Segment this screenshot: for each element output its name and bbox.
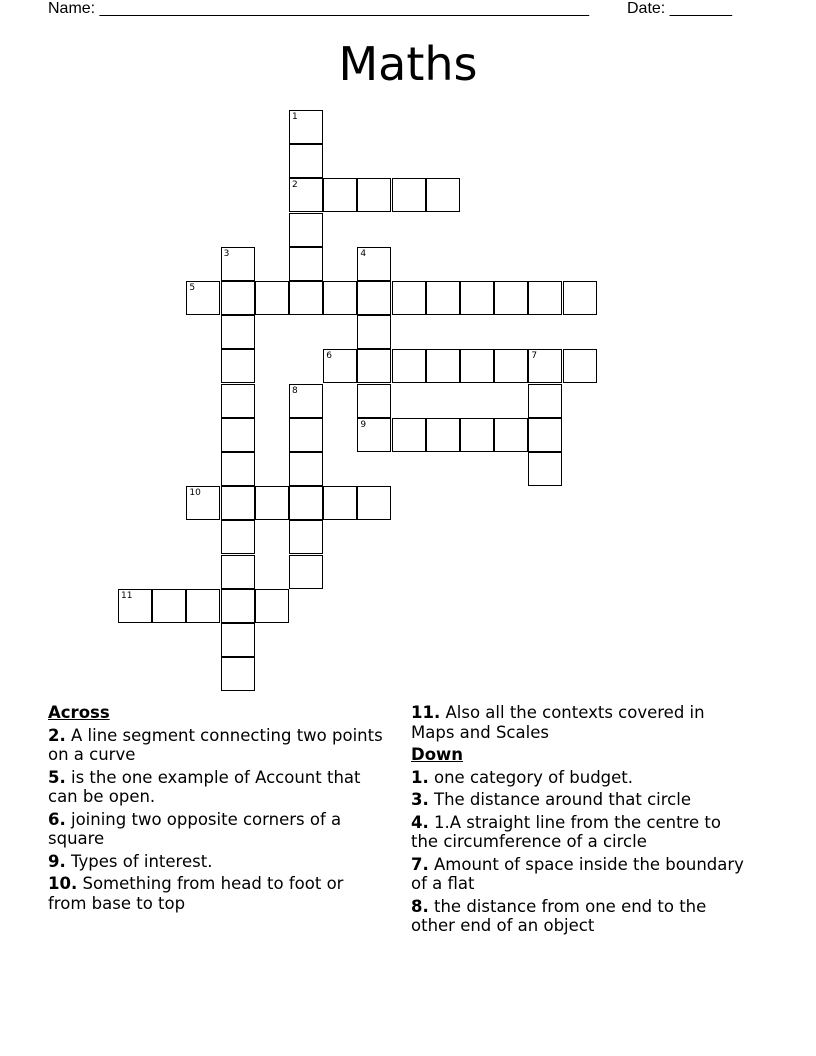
- clue-down-4: 4. 1.A straight line from the centre to the circumference of a circle: [411, 812, 721, 851]
- clue-across-10: 10. Something from head to foot or from base to top: [48, 874, 344, 913]
- clue-number: 3: [223, 248, 230, 259]
- clue-number: 1: [292, 112, 298, 122]
- grid-cell[interactable]: [221, 315, 255, 349]
- grid-cell[interactable]: [118, 589, 152, 623]
- page-title: Maths: [338, 37, 478, 91]
- grid-cell[interactable]: [221, 657, 255, 691]
- grid-cell[interactable]: [289, 144, 323, 178]
- grid-cell[interactable]: [221, 623, 255, 657]
- clue-down-3: 3. The distance around that circle: [411, 790, 691, 809]
- grid-cell[interactable]: [426, 178, 460, 212]
- grid-cell[interactable]: [255, 281, 289, 315]
- grid-cell[interactable]: [186, 589, 220, 623]
- grid-cell[interactable]: [186, 486, 220, 520]
- clue-number: 6: [326, 351, 332, 362]
- grid-cell[interactable]: [221, 589, 255, 623]
- grid-cell[interactable]: [426, 349, 460, 383]
- clue-number: 10: [189, 488, 201, 499]
- clue-across-2: 2. A line segment connecting two points on a curve: [48, 725, 383, 764]
- grid-cell[interactable]: [221, 247, 255, 281]
- grid-cell[interactable]: [289, 520, 323, 554]
- grid-cell[interactable]: [323, 486, 357, 520]
- grid-cell[interactable]: [289, 247, 323, 281]
- grid-cell[interactable]: [357, 281, 391, 315]
- grid-cell[interactable]: [323, 281, 357, 315]
- clue-across-5: 5. is the one example of Account that can be open.: [48, 767, 361, 806]
- clue-number: 4: [360, 248, 367, 259]
- grid-cell[interactable]: [186, 281, 220, 315]
- grid-cell[interactable]: [289, 178, 323, 212]
- grid-cell[interactable]: [357, 384, 391, 418]
- grid-cell[interactable]: [221, 281, 255, 315]
- clue-across-11: 11. Also all the contexts covered in Maps and Scales: [411, 703, 705, 742]
- grid-cell[interactable]: [221, 418, 255, 452]
- grid-cell[interactable]: [392, 178, 426, 212]
- clue-down-1: 1. one category of budget.: [411, 767, 634, 787]
- grid-cell[interactable]: [392, 349, 426, 383]
- grid-cell[interactable]: [289, 384, 323, 418]
- grid-cell[interactable]: [289, 110, 323, 144]
- grid-cell[interactable]: [426, 281, 460, 315]
- grid-cell[interactable]: [494, 281, 528, 315]
- clue-down-8: 8. the distance from one end to the other end of an object: [411, 896, 707, 935]
- grid-cell[interactable]: [494, 349, 528, 383]
- clue-number: 9: [360, 419, 367, 430]
- grid-cell[interactable]: [152, 589, 186, 623]
- grid-cell[interactable]: [357, 418, 391, 452]
- grid-cell[interactable]: [221, 555, 255, 589]
- grid-cell[interactable]: [221, 452, 255, 486]
- grid-cell[interactable]: [563, 349, 597, 383]
- clue-down-7: 7. Amount of space inside the boundary of a flat: [411, 854, 744, 893]
- clue-number: 7: [531, 351, 538, 362]
- grid-cell[interactable]: [494, 418, 528, 452]
- grid-cell[interactable]: [289, 418, 323, 452]
- down-heading: Down: [411, 745, 464, 764]
- grid-cell[interactable]: [357, 349, 391, 383]
- grid-cell[interactable]: [528, 452, 562, 486]
- grid-cell[interactable]: [221, 384, 255, 418]
- clues-right-column: [411, 703, 746, 939]
- grid-cell[interactable]: [357, 178, 391, 212]
- clue-number: 2: [292, 180, 298, 191]
- clue-number: 5: [189, 283, 196, 293]
- clue-across-6: 6. joining two opposite corners of a square: [48, 809, 342, 848]
- grid-cell[interactable]: [221, 486, 255, 520]
- grid-cell[interactable]: [221, 520, 255, 554]
- grid-cell[interactable]: [357, 315, 391, 349]
- grid-cell[interactable]: [289, 452, 323, 486]
- grid-cell[interactable]: [323, 349, 357, 383]
- grid-cell[interactable]: [426, 418, 460, 452]
- grid-cell[interactable]: [392, 281, 426, 315]
- clue-number: 8: [292, 385, 298, 396]
- name-field[interactable]: Name: _______________________________________________________: [48, 0, 589, 17]
- clue-across-9: 9. Types of interest.: [48, 851, 213, 871]
- clue-number: 11: [121, 590, 133, 601]
- across-heading: Across: [48, 703, 110, 722]
- grid-cell[interactable]: [460, 349, 494, 383]
- grid-cell[interactable]: [528, 384, 562, 418]
- grid-cell[interactable]: [289, 213, 323, 247]
- grid-cell[interactable]: [460, 281, 494, 315]
- date-field[interactable]: Date: _______: [627, 0, 732, 17]
- grid-cell[interactable]: [289, 486, 323, 520]
- grid-cell[interactable]: [357, 486, 391, 520]
- grid-cell[interactable]: [528, 349, 562, 383]
- grid-cell[interactable]: [460, 418, 494, 452]
- grid-cell[interactable]: [255, 589, 289, 623]
- grid-cell[interactable]: [289, 555, 323, 589]
- clues-left-column: [48, 703, 383, 916]
- grid-cell[interactable]: [392, 418, 426, 452]
- grid-cell[interactable]: [357, 247, 391, 281]
- grid-cell[interactable]: [323, 178, 357, 212]
- grid-cell[interactable]: [289, 281, 323, 315]
- grid-cell[interactable]: [255, 486, 289, 520]
- grid-cell[interactable]: [221, 349, 255, 383]
- grid-cell[interactable]: [528, 281, 562, 315]
- grid-cell[interactable]: [563, 281, 597, 315]
- grid-cell[interactable]: [528, 418, 562, 452]
